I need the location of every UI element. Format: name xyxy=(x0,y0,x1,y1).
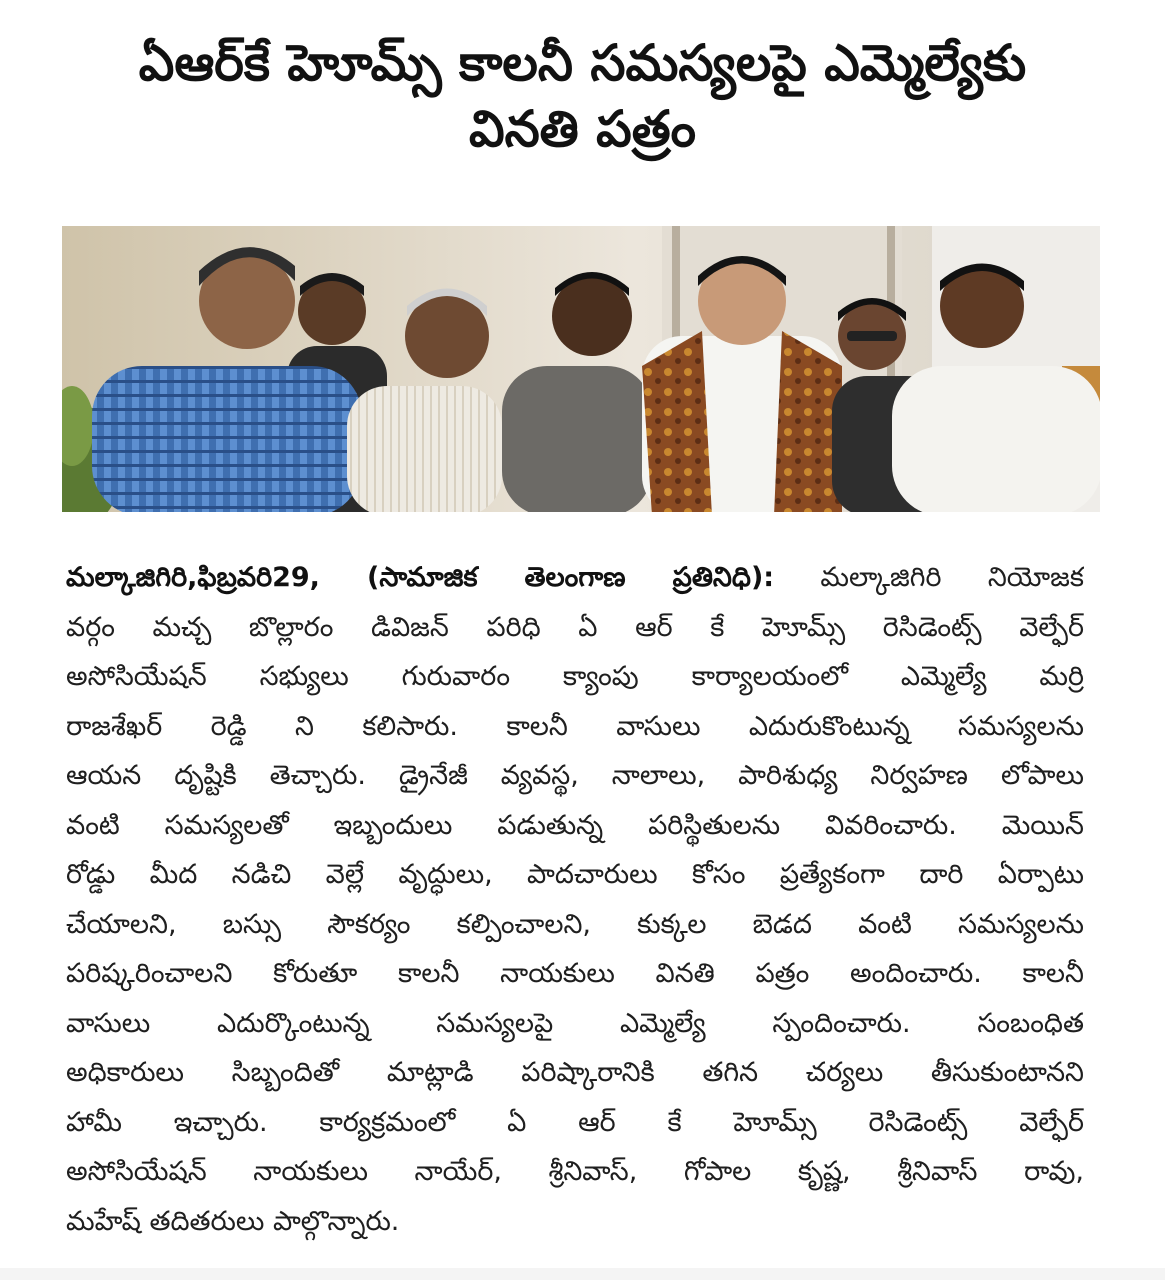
article-line-2: వర్గం మచ్చ బొల్లారం డివిజన్ పరిధి ఏ ఆర్ కే హెూమ్స్ రెసిడెంట్స్ వెల్ఫేర్ xyxy=(66,611,1084,643)
article-line-10: వాసులు ఎదుర్కొంటున్న సమస్యలపై ఎమ్మెల్యే స్పందించారు. సంబంధిత xyxy=(66,1007,1084,1039)
article-line-9: పరిష్కరించాలని కోరుతూ కాలనీ నాయకులు వినతి పత్రం అందించారు. కాలనీ xyxy=(66,958,1084,989)
dateline: మల్కాజిగిరి,ఫిబ్రవరి29, (సామాజిక తెలంగాణ ప్రతినిధి): xyxy=(66,562,775,593)
article-line-5: ఆయన దృష్టికి తెచ్చారు. డ్రైనేజీ వ్యవస్థ, నాలాలు, పారిశుధ్య నిర్వహణ లోపాలు xyxy=(66,760,1084,791)
headline-line-2: వినతి పత్రం xyxy=(469,100,696,158)
article-line-7: రోడ్డు మీద నడిచి వెల్లే వృద్ధులు, పాదచారులు కోసం ప్రత్యేకంగా దారి ఏర్పాటు xyxy=(66,859,1084,890)
article-line-14: మహేష్ తదితరులు పాల్గొన్నారు. xyxy=(66,1205,400,1237)
article-line-3: అసోసియేషన్ సభ్యులు గురువారం క్యాంపు కార్యాలయంలో ఎమ్మెల్యే మర్రి xyxy=(66,661,1084,692)
headline-line-1: ఏఆర్‌కే హెూమ్స్ కాలనీ సమస్యలపై ఎమ్మెల్యేకు xyxy=(138,34,1027,92)
article-line-1-text: మల్కాజిగిరి నియోజక xyxy=(774,562,1084,593)
clipped-previous-line xyxy=(70,0,770,12)
headline xyxy=(40,30,1125,162)
news-photo xyxy=(62,226,1100,512)
article-line-8: చేయాలని, బస్సు సౌకర్యం కల్పించాలని, కుక్కల బెడద వంటి సమస్యలను xyxy=(66,908,1084,940)
article-line-1 xyxy=(66,553,1084,603)
article-line-4: రాజశేఖర్ రెడ్డి ని కలిసారు. కాలనీ వాసులు ఎదురుకొంటున్న సమస్యలను xyxy=(66,710,1084,742)
article-line-11: అధికారులు సిబ్బందితో మాట్లాడి పరిష్కారానికి తగిన చర్యలు తీసుకుంటానని xyxy=(66,1057,1084,1088)
article-line-6: వంటి సమస్యలతో ఇబ్బందులు పడుతున్న పరిస్థితులను వివరించారు. మెయిన్ xyxy=(66,809,1084,841)
article-line-13: అసోసియేషన్ నాయకులు నాయేర్, శ్రీనివాస్, గోపాల కృష్ణ, శ్రీనివాస్ రావు, xyxy=(66,1156,1084,1187)
article-body xyxy=(66,553,1084,1246)
article-line-12: హామీ ఇచ్చారు. కార్యక్రమంలో ఏ ఆర్ కే హెూమ్స్ రెసిడెంట్స్ వెల్ఫేర్ xyxy=(66,1106,1084,1138)
page-bottom-edge xyxy=(0,1268,1165,1280)
